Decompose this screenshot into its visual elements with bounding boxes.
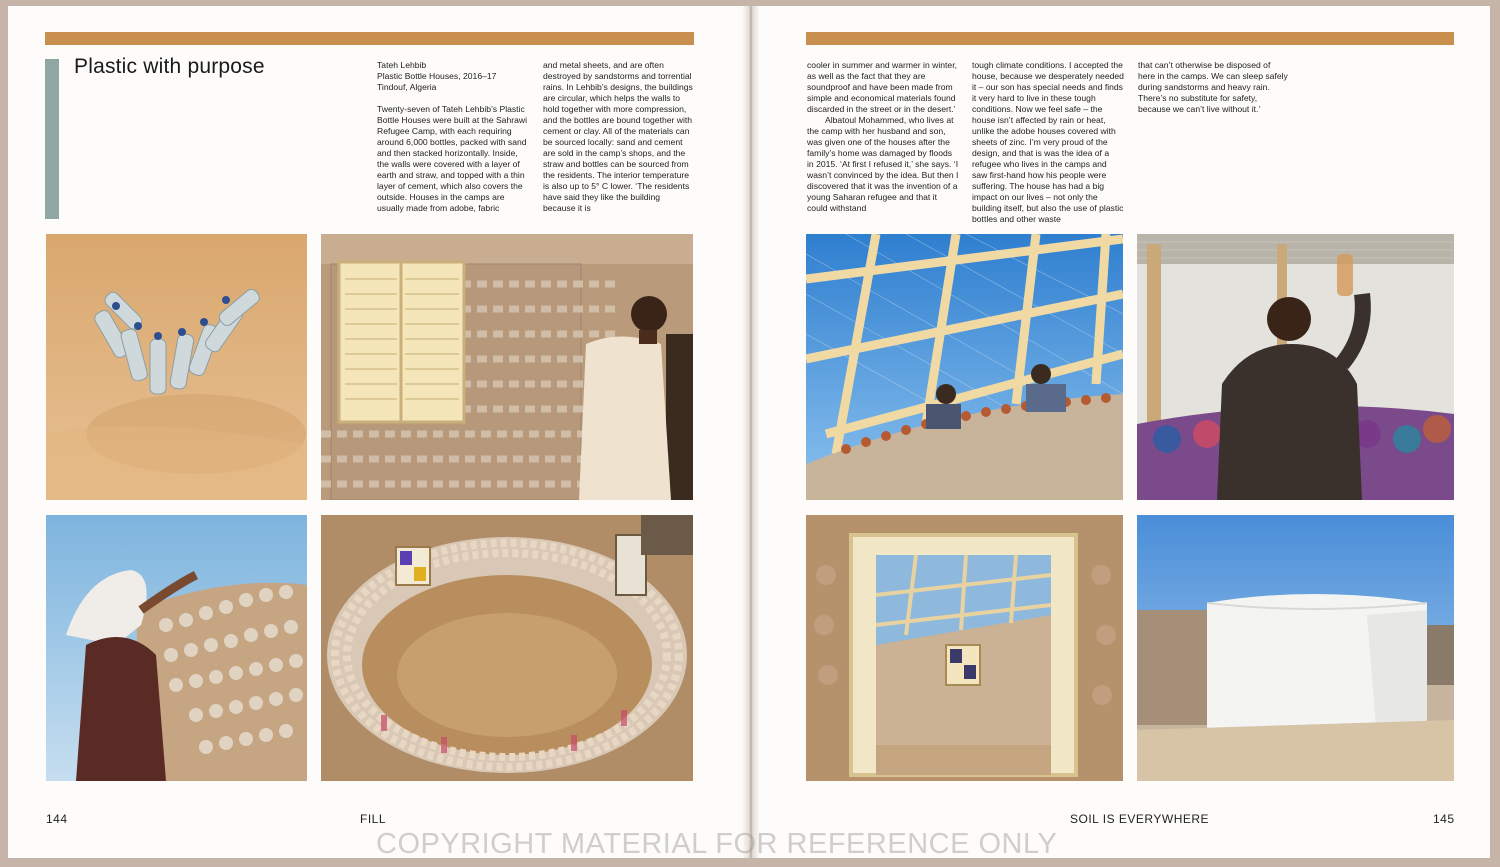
body-text: Albatoul Mohammed, who lives at the camp with her husband and son, was given one of the houses after the family’s home was damaged by floods in 2015. ‘At first I refused it,’ she says. ‘I wasn’t convinced by the idea. But then I discovered that it was the invention of a young Saharan refugee and that it could withstand [807, 115, 959, 213]
photo-house-through-doorway [806, 515, 1123, 781]
page-title: Plastic with purpose [74, 55, 265, 78]
book-gutter [742, 6, 760, 858]
section-name-right: SOIL IS EVERYWHERE [1070, 812, 1210, 826]
section-name-left: FILL [360, 812, 387, 826]
credit-location: Tindouf, Algeria [377, 82, 437, 92]
page-number-right: 145 [1433, 812, 1455, 826]
photo-roof-frame-construction [806, 234, 1123, 500]
project-credit [377, 60, 527, 93]
right-column-2 [972, 60, 1124, 225]
photo-worker-stacking-bottles [46, 515, 307, 781]
photo-presentation-to-women [1137, 234, 1454, 500]
page-number-left: 144 [46, 812, 68, 826]
body-text: that can’t otherwise be disposed of here in the camps. We can sleep safely during sandstorms and heavy rain. There’s no substitute for safety, because we can’t live without it.’ [1138, 60, 1288, 114]
right-header-bar [806, 32, 1454, 45]
title-side-accent [45, 59, 59, 219]
right-column-1 [807, 60, 959, 214]
photo-circular-bottle-foundation [321, 515, 693, 781]
body-text: tough climate conditions. I accepted the house, because we desperately needed it – our son has special needs and finds it very hard to live in these tough conditions. Now we feel safe – the house isn’t affected by rain or heat, unlike the adobe houses covered with sheets of zinc. I’m very proud of the design, and that is was the idea of a refugee who lives in the camps and saw first-hand how his people were suffering. The house has had a big impact on our lives – not only the building itself, but also the use of plastic bottles and other waste [972, 60, 1124, 224]
left-column-2 [543, 60, 694, 214]
left-column-1 [377, 60, 527, 214]
left-header-bar [45, 32, 694, 45]
body-text: Twenty-seven of Tateh Lehbib’s Plastic Bottle Houses were built at the Sahrawi Refugee Camp, with each requiring around 6,000 bottles, packed with sand and then stacked horizontally. Inside, the walls were covered with a layer of earth and straw, and topped with a thin layer of cement, which also covers the outside. Houses in the camps are usually made from adobe, fabric [377, 104, 527, 213]
photo-bottles-in-sand [46, 234, 307, 500]
body-text: cooler in summer and warmer in winter, as well as the fact that they are soundproof and have been made from simple and economical materials found discarded in the street or in the desert.’ [807, 60, 957, 114]
credit-project: Plastic Bottle Houses, 2016–17 [377, 71, 497, 81]
right-column-3 [1138, 60, 1288, 115]
body-text: and metal sheets, and are often destroyed by sandstorms and torrential rains. In Lehbib’s designs, the buildings are circular, which helps the walls to hold together with more compression, and the bottles are bound together with cement or clay. All of the materials can be sourced locally: sand and cement are sold in the camp’s shops, and the straw and bottles can be sourced from the residents. The interior temperature is also up to 5° C lower. ‘The residents have said they like the building because it is [543, 60, 693, 213]
credit-author: Tateh Lehbib [377, 60, 427, 70]
photo-bottle-wall-window [321, 234, 693, 500]
photo-white-round-house [1137, 515, 1454, 781]
copyright-watermark: COPYRIGHT MATERIAL FOR REFERENCE ONLY [376, 828, 1058, 860]
